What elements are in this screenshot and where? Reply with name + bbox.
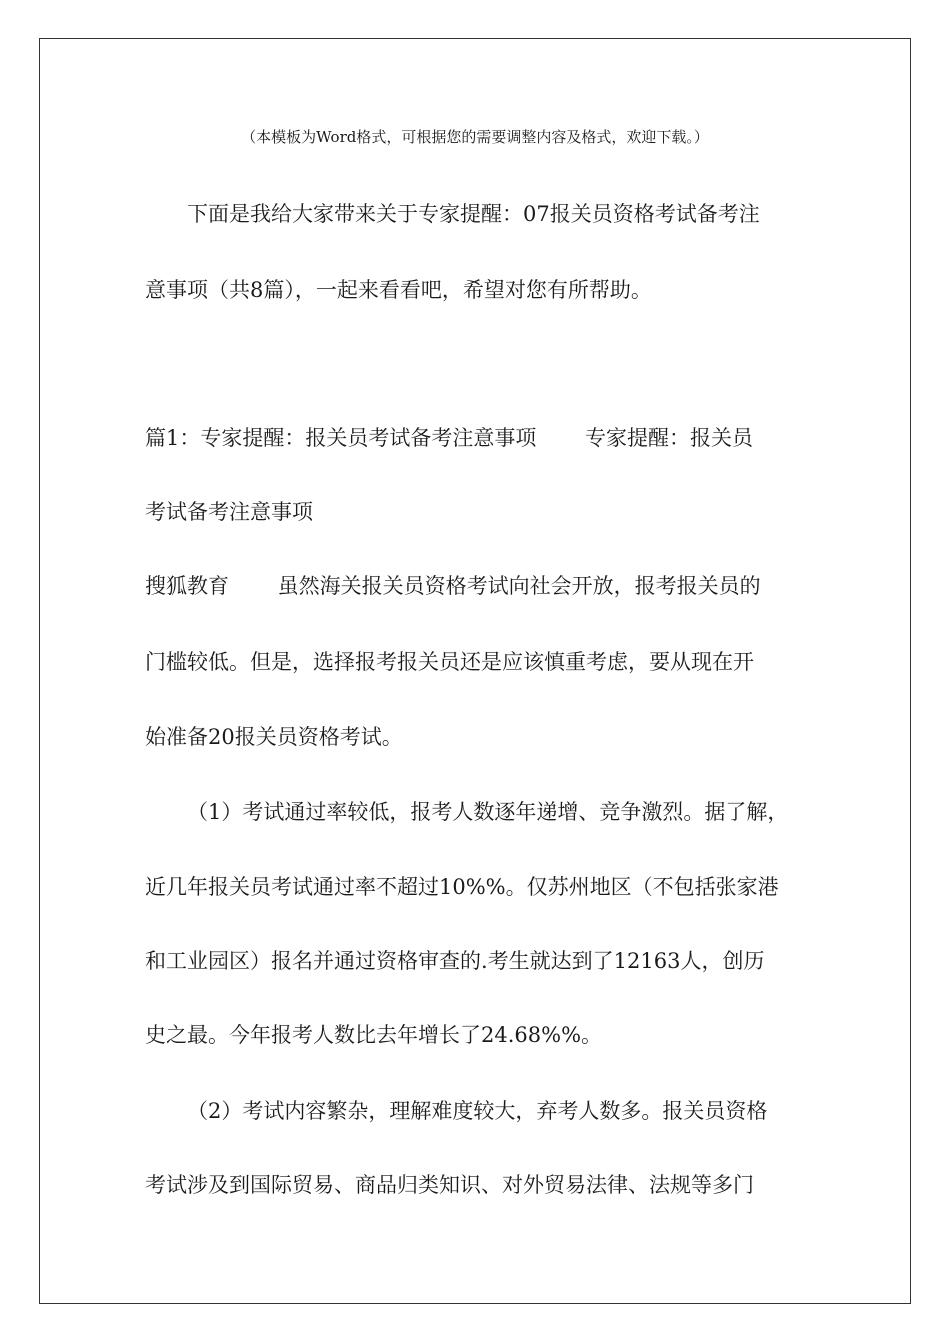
- intro-line-1: 下面是我给大家带来关于专家提醒：07报关员资格考试备考注: [187, 202, 760, 226]
- point-1-line: （1）考试通过率较低，报考人数逐年递增、竞争激烈。据了解，: [187, 800, 789, 824]
- point-2-line: 考试涉及到国际贸易、商品归类知识、对外贸易法律、法规等多门: [145, 1173, 754, 1197]
- body-line: 始准备20报关员资格考试。: [145, 725, 403, 749]
- point-1-line: 和工业园区）报名并通过资格审查的.考生就达到了12163人，创历: [145, 949, 765, 973]
- intro-line-2: 意事项（共8篇），一起来看看吧，希望对您有所帮助。: [145, 278, 652, 302]
- point-1-line: 近几年报关员考试通过率不超过10%%。仅苏州地区（不包括张家港: [145, 875, 779, 899]
- point-1-line: 史之最。今年报考人数比去年增长了24.68%%。: [145, 1023, 603, 1047]
- body-line: 门槛较低。但是，选择报考报关员还是应该慎重考虑，要从现在开: [145, 650, 754, 674]
- template-note: （本模板为Word格式，可根据您的需要调整内容及格式，欢迎下载。）: [241, 128, 709, 146]
- section-heading-line-2: 考试备考注意事项: [145, 500, 313, 524]
- point-2-line: （2）考试内容繁杂，理解难度较大，弃考人数多。报关员资格: [187, 1099, 768, 1123]
- body-line: 搜狐教育 虽然海关报关员资格考试向社会开放，报考报关员的: [145, 574, 761, 598]
- section-heading-line-1: 篇1：专家提醒：报关员考试备考注意事项 专家提醒：报关员: [145, 426, 754, 450]
